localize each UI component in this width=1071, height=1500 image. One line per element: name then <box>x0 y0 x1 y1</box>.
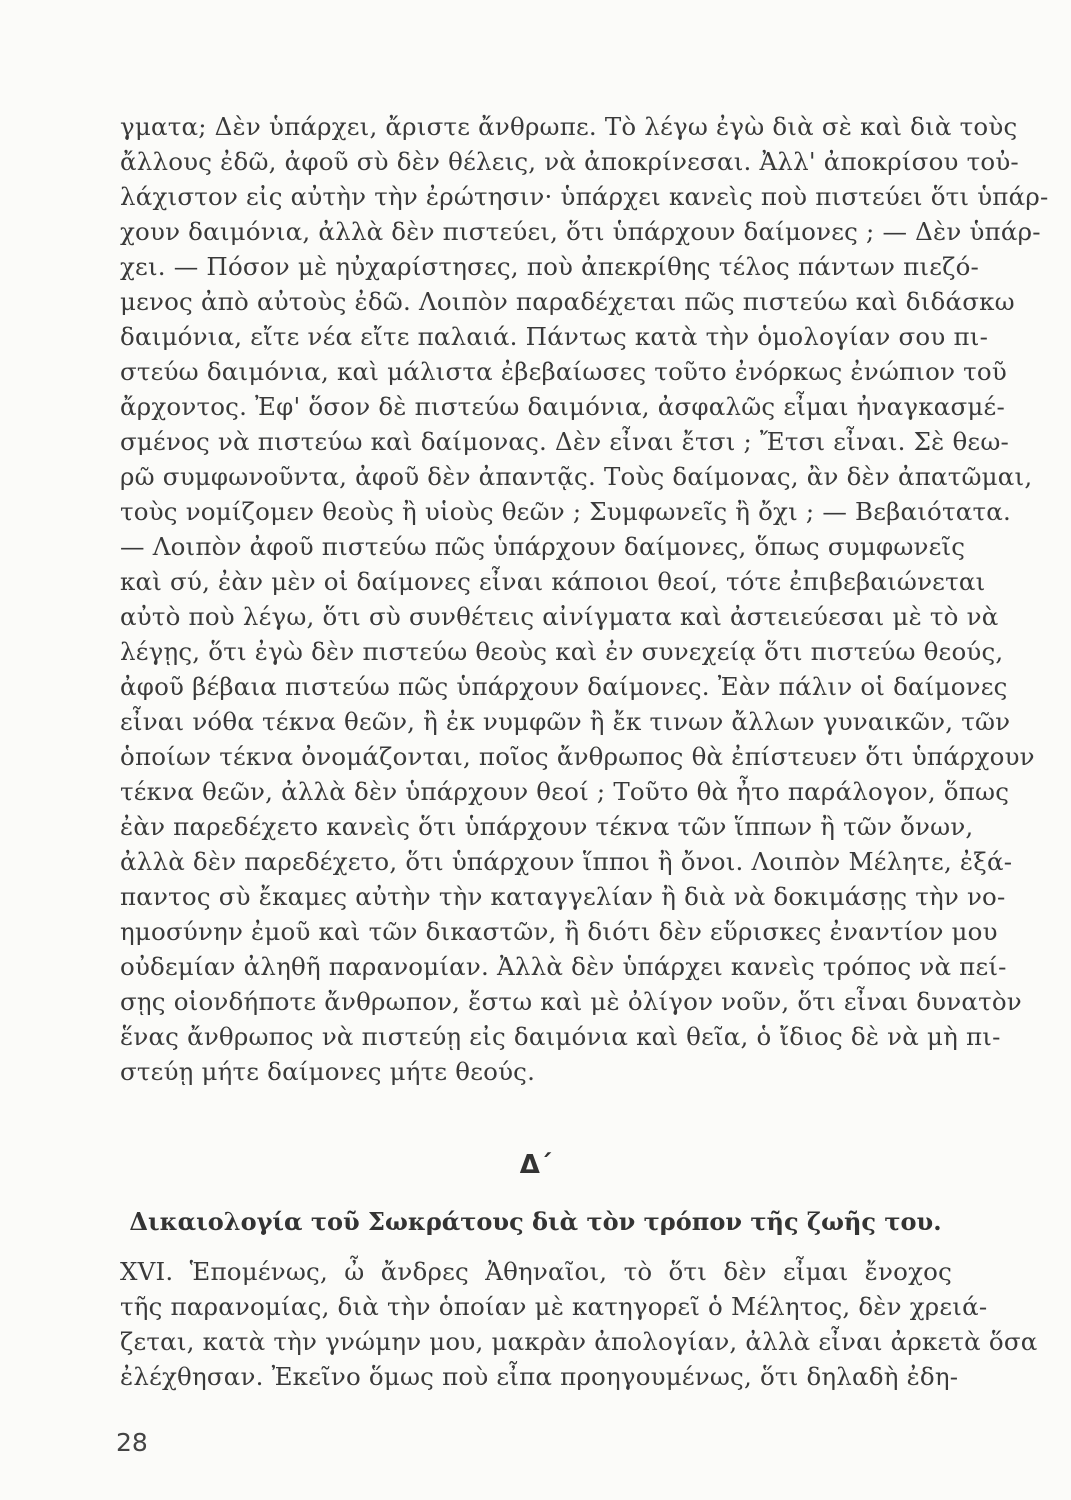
text-line: γματα; Δὲν ὑπάρχει, ἄριστε ἄνθρωπε. Τὸ λέγω ἐγὼ διὰ σὲ καὶ διὰ τοὺς <box>120 112 1018 141</box>
text-line: σῃς οἱονδήποτε ἄνθρωπον, ἔστω καὶ μὲ ὀλίγον νοῦν, ὅτι εἶναι δυνατὸν <box>120 987 1022 1016</box>
text-line: ἐλέχθησαν. Ἐκεῖνο ὅμως ποὺ εἶπα προηγουμένως, ὅτι δηλαδὴ ἐδη- <box>120 1362 959 1391</box>
text-line: τῆς παρανομίας, διὰ τὴν ὁποίαν μὲ κατηγορεῖ ὁ Μέλητος, δὲν χρειά- <box>120 1292 988 1321</box>
text-line: μενος ἀπὸ αὐτοὺς ἐδῶ. Λοιπὸν παραδέχεται πῶς πιστεύω καὶ διδάσκω <box>120 287 1015 316</box>
text-line: λέγῃς, ὅτι ἐγὼ δὲν πιστεύω θεοὺς καὶ ἐν συνεχείᾳ ὅτι πιστεύω θεούς, <box>120 637 1004 666</box>
text-line: ἀλλὰ δὲν παρεδέχετο, ὅτι ὑπάρχουν ἵπποι ἢ ὄνοι. Λοιπὸν Μέλητε, ἐξά- <box>120 847 1013 876</box>
text-line: αὐτὸ ποὺ λέγω, ὅτι σὺ συνθέτεις αἰνίγματα καὶ ἀστειεύεσαι μὲ τὸ νὰ <box>120 602 999 631</box>
text-line: ἀφοῦ βέβαια πιστεύω πῶς ὑπάρχουν δαίμονες. Ἐὰν πάλιν οἱ δαίμονες <box>120 672 1008 701</box>
text-line: ημοσύνην ἐμοῦ καὶ τῶν δικαστῶν, ἢ διότι δὲν εὕρισκες ἐναντίον μου <box>120 917 998 946</box>
text-line: ἄλλους ἐδῶ, ἀφοῦ σὺ δὲν θέλεις, νὰ ἀποκρίνεσαι. Ἀλλ' ἀποκρίσου τοὐ- <box>120 147 1019 176</box>
text-line: ὁποίων τέκνα ὀνομάζονται, ποῖος ἄνθρωπος θὰ ἐπίστευεν ὅτι ὑπάρχουν <box>120 742 1035 771</box>
text-line: ζεται, κατὰ τὴν γνώμην μου, μακρὰν ἀπολογίαν, ἀλλὰ εἶναι ἀρκετὰ ὅσα <box>120 1327 1038 1356</box>
text-line: τέκνα θεῶν, ἀλλὰ δὲν ὑπάρχουν θεοί ; Τοῦτο θὰ ἦτο παράλογον, ὅπως <box>120 777 1010 806</box>
text-line: ἕνας ἄνθρωπος νὰ πιστεύῃ εἰς δαιμόνια καὶ θεῖα, ὁ ἴδιος δὲ νὰ μὴ πι- <box>120 1022 1001 1051</box>
text-line: τοὺς νομίζομεν θεοὺς ἢ υἱοὺς θεῶν ; Συμφωνεῖς ἢ ὄχι ; — Βεβαιότατα. <box>120 497 1011 526</box>
text-line: παντος σὺ ἔκαμες αὐτὴν τὴν καταγγελίαν ἢ διὰ νὰ δοκιμάσῃς τὴν νο- <box>120 882 1006 911</box>
text-line: XVI. Ἑπομένως, ὦ ἄνδρες Ἀθηναῖοι, τὸ ὅτι δὲν εἶμαι ἔνοχος <box>120 1257 952 1286</box>
text-line: δαιμόνια, εἴτε νέα εἴτε παλαιά. Πάντως κατὰ τὴν ὁμολογίαν σου πι- <box>120 322 989 351</box>
section-title: Δικαιολογία τοῦ Σωκράτους διὰ τὸν τρόπον τῆς ζωῆς του. <box>129 1207 942 1236</box>
text-line: — Λοιπὸν ἀφοῦ πιστεύω πῶς ὑπάρχουν δαίμονες, ὅπως συμφωνεῖς <box>120 532 966 561</box>
text-line: στεύῃ μήτε δαίμονες μήτε θεούς. <box>120 1057 536 1086</box>
text-line: χει. — Πόσον μὲ ηὐχαρίστησες, ποὺ ἀπεκρίθης τέλος πάντων πιεζό- <box>120 252 980 281</box>
text-line: χουν δαιμόνια, ἀλλὰ δὲν πιστεύει, ὅτι ὑπάρχουν δαίμονες ; — Δὲν ὑπάρ- <box>120 217 1041 246</box>
text-line: στεύω δαιμόνια, καὶ μάλιστα ἐβεβαίωσες τοῦτο ἐνόρκως ἐνώπιον τοῦ <box>120 357 1007 386</box>
text-line: οὐδεμίαν ἀληθῆ παρανομίαν. Ἀλλὰ δὲν ὑπάρχει κανεὶς τρόπος νὰ πεί- <box>120 952 1007 981</box>
text-line: ἄρχοντος. Ἐφ' ὅσον δὲ πιστεύω δαιμόνια, ἀσφαλῶς εἶμαι ἠναγκασμέ- <box>120 392 1005 421</box>
text-line: καὶ σύ, ἐὰν μὲν οἱ δαίμονες εἶναι κάποιοι θεοί, τότε ἐπιβεβαιώνεται <box>120 567 986 596</box>
text-line: λάχιστον εἰς αὐτὴν τὴν ἐρώτησιν· ὑπάρχει κανεὶς ποὺ πιστεύει ὅτι ὑπάρ- <box>120 182 1049 211</box>
text-line: ἐὰν παρεδέχετο κανεὶς ὅτι ὑπάρχουν τέκνα τῶν ἵππων ἢ τῶν ὄνων, <box>120 812 974 841</box>
text-line: εἶναι νόθα τέκνα θεῶν, ἢ ἐκ νυμφῶν ἢ ἔκ τινων ἄλλων γυναικῶν, τῶν <box>120 707 1011 736</box>
text-line: ρῶ συμφωνοῦντα, ἀφοῦ δὲν ἀπαντᾷς. Τοὺς δαίμονας, ἂν δὲν ἀπατῶμαι, <box>120 462 1033 491</box>
page-number: 28 <box>116 1428 148 1457</box>
section-number: Δ΄ <box>519 1150 552 1180</box>
text-line: σμένος νὰ πιστεύω καὶ δαίμονας. Δὲν εἶναι ἔτσι ; Ἔτσι εἶναι. Σὲ θεω- <box>120 427 1009 456</box>
